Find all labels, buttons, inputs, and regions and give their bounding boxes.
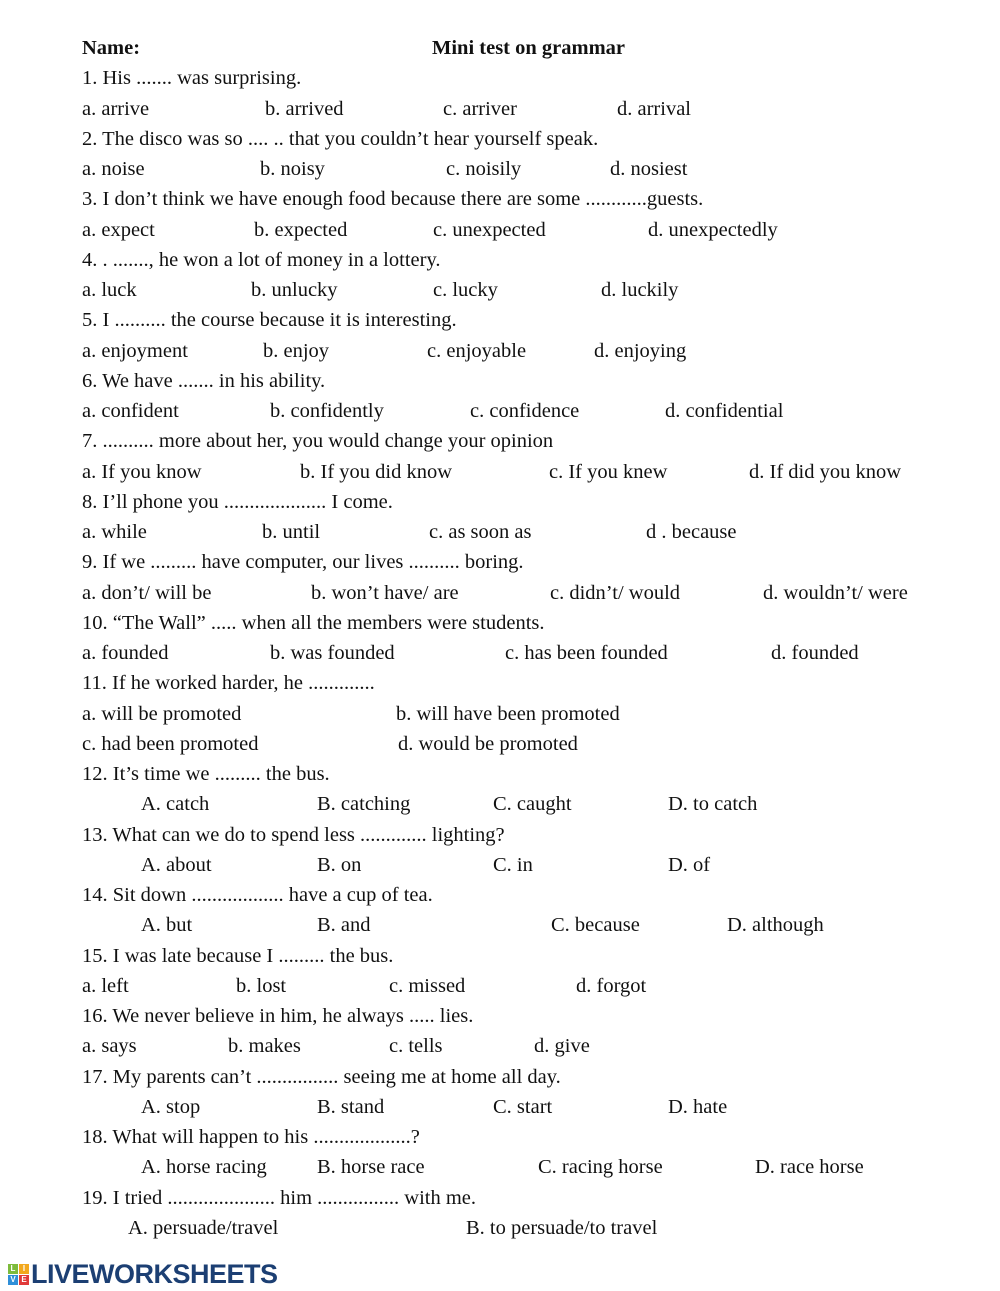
question-text: 15. I was late because I ......... the bus.	[82, 944, 394, 967]
answer-option: b. will have been promoted	[396, 702, 620, 725]
question-text: 13. What can we do to spend less ............. lighting?	[82, 823, 505, 846]
question-text: 2. The disco was so .... .. that you couldn’t hear yourself speak.	[82, 127, 599, 150]
worksheet-title: Mini test on grammar	[432, 37, 625, 59]
answer-option: a. don’t/ will be	[82, 581, 212, 604]
answer-option: d . because	[646, 521, 737, 543]
logo-tile: V	[8, 1275, 18, 1285]
answer-option: c. missed	[389, 974, 466, 997]
answer-option: C. in	[493, 853, 533, 876]
question-text: 7. .......... more about her, you would change your opinion	[82, 430, 554, 453]
answer-option: b. makes	[228, 1035, 301, 1058]
answer-option: b. If you did know	[300, 460, 453, 483]
answer-option: A. about	[141, 853, 212, 876]
answer-option: c. noisily	[446, 158, 522, 180]
answer-option: b. unlucky	[251, 279, 338, 301]
answer-option: B. horse race	[317, 1156, 425, 1179]
logo-text: LIVEWORKSHEETS	[31, 1259, 278, 1289]
answer-option: c. has been founded	[505, 642, 668, 664]
answer-option: D. race horse	[755, 1156, 864, 1179]
answer-option: c. arriver	[443, 97, 517, 120]
answer-option: d. arrival	[617, 97, 691, 120]
answer-option: b. arrived	[265, 97, 344, 120]
answer-option: a. while	[82, 521, 147, 543]
answer-option: D. to catch	[668, 793, 758, 816]
answer-option: c. didn’t/ would	[550, 581, 681, 604]
answer-option: d. forgot	[576, 974, 647, 997]
answer-option: c. tells	[389, 1035, 443, 1058]
answer-option: d. wouldn’t/ were	[763, 581, 908, 604]
question-text: 12. It’s time we ......... the bus.	[82, 763, 330, 785]
answer-option: D. of	[668, 853, 711, 876]
answer-option: b. won’t have/ are	[311, 581, 459, 604]
answer-option: a. expect	[82, 218, 155, 241]
answer-option: c. enjoyable	[427, 339, 527, 362]
question-text: 11. If he worked harder, he .............	[82, 672, 375, 695]
answer-option: d. give	[534, 1035, 590, 1058]
answer-option: B. catching	[317, 793, 411, 816]
answer-option: c. confidence	[470, 400, 580, 422]
answer-option: a. confident	[82, 400, 179, 422]
answer-option: b. enjoy	[263, 339, 330, 362]
logo-tile: E	[19, 1275, 29, 1285]
answer-option: A. but	[141, 914, 193, 937]
answer-option: C. because	[551, 914, 640, 937]
answer-option: a. left	[82, 974, 129, 997]
answer-option: b. expected	[254, 218, 348, 241]
question-text: 10. “The Wall” ..... when all the members were students.	[82, 611, 545, 634]
answer-option: A. catch	[141, 793, 210, 816]
answer-option: D. although	[727, 914, 824, 937]
answer-option: C. racing horse	[538, 1156, 663, 1179]
answer-option: A. horse racing	[141, 1156, 267, 1179]
logo-tile: L	[8, 1264, 18, 1274]
question-text: 9. If we ......... have computer, our lives .......... boring.	[82, 551, 524, 574]
answer-option: C. start	[493, 1095, 553, 1118]
question-text: 18. What will happen to his ...................?	[82, 1126, 420, 1148]
answer-option: d. nosiest	[610, 158, 688, 180]
answer-option: a. founded	[82, 642, 169, 664]
question-text: 14. Sit down .................. have a cup of tea.	[82, 884, 433, 906]
answer-option: A. stop	[141, 1095, 201, 1118]
answer-option: d. luckily	[601, 279, 679, 301]
answer-option: c. lucky	[433, 279, 498, 301]
answer-option: b. noisy	[260, 158, 325, 180]
answer-option: a. luck	[82, 279, 137, 301]
answer-option: B. on	[317, 853, 362, 876]
answer-option: D. hate	[668, 1095, 728, 1118]
answer-option: d. confidential	[665, 400, 784, 422]
question-text: 5. I .......... the course because it is interesting.	[82, 309, 457, 332]
answer-option: c. had been promoted	[82, 732, 259, 755]
answer-option: a. enjoyment	[82, 339, 188, 362]
answer-option: b. until	[262, 521, 321, 543]
logo-tile: I	[19, 1264, 29, 1274]
answer-option: d. enjoying	[594, 339, 687, 362]
answer-option: a. says	[82, 1035, 137, 1058]
answer-option: a. will be promoted	[82, 702, 242, 725]
answer-option: B. stand	[317, 1095, 385, 1118]
answer-option: c. as soon as	[429, 521, 532, 543]
question-text: 3. I don’t think we have enough food because there are some ............guests.	[82, 188, 704, 211]
answer-option: d. would be promoted	[398, 732, 578, 755]
live-tiles-icon	[8, 1264, 29, 1285]
question-text: 1. His ....... was surprising.	[82, 67, 302, 90]
answer-option: b. confidently	[270, 400, 384, 422]
answer-option: a. arrive	[82, 97, 150, 120]
question-text: 4. . ......., he won a lot of money in a lottery.	[82, 248, 441, 271]
answer-option: c. If you knew	[549, 460, 668, 483]
question-text: 19. I tried ..................... him ................ with me.	[82, 1186, 477, 1209]
question-text: 16. We never believe in him, he always ..... lies.	[82, 1005, 474, 1027]
answer-option: b. was founded	[270, 642, 395, 664]
question-text: 8. I’ll phone you .................... I come.	[82, 490, 393, 513]
question-text: 17. My parents can’t ................ seeing me at home all day.	[82, 1065, 561, 1088]
liveworksheets-logo	[8, 1259, 278, 1290]
answer-option: b. lost	[236, 974, 287, 997]
answer-option: B. to persuade/to travel	[466, 1216, 658, 1239]
answer-option: d. If did you know	[749, 460, 902, 483]
answer-option: a. If you know	[82, 460, 202, 483]
name-label: Name:	[82, 37, 141, 59]
answer-option: d. founded	[771, 642, 859, 664]
question-text: 6. We have ....... in his ability.	[82, 369, 326, 392]
answer-option: C. caught	[493, 793, 572, 816]
answer-option: B. and	[317, 914, 371, 937]
answer-option: d. unexpectedly	[648, 218, 778, 241]
answer-option: c. unexpected	[433, 218, 546, 241]
answer-option: a. noise	[82, 158, 145, 180]
answer-option: A. persuade/travel	[128, 1216, 279, 1239]
